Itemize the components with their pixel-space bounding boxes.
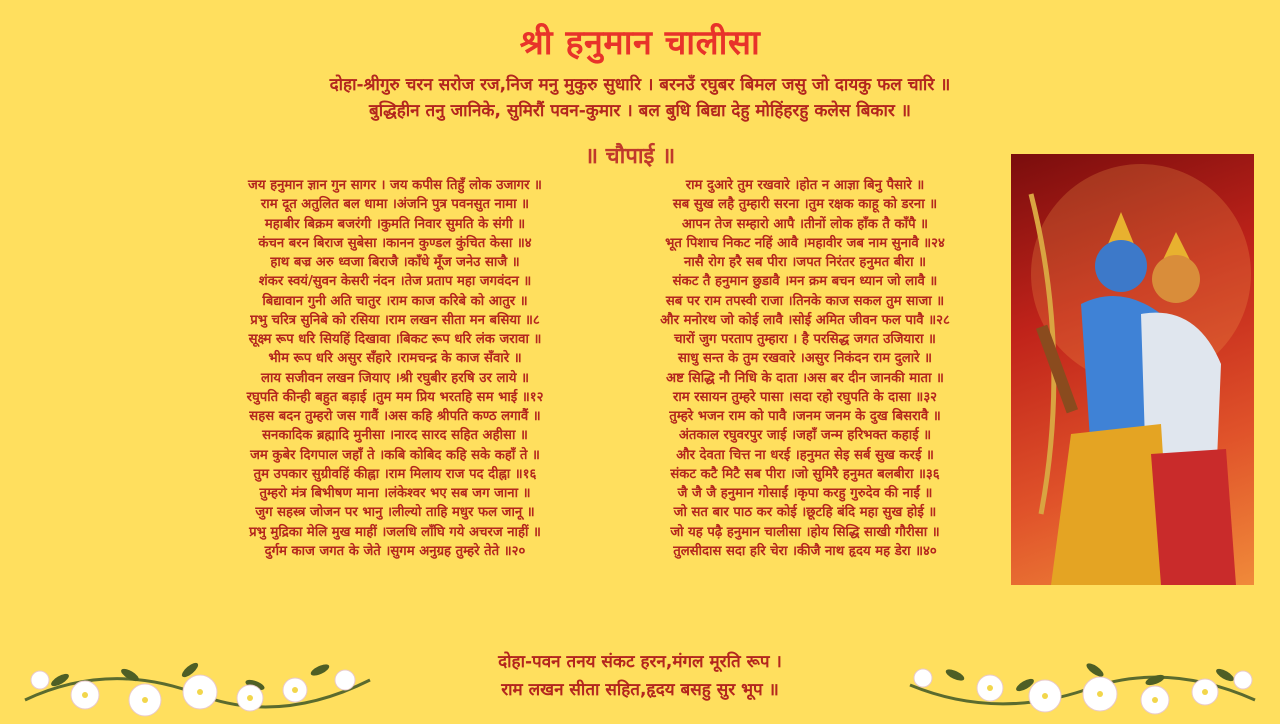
verse-line: जै जै जै हनुमान गोसाईं ।कृपा करहु गुरुदेव की नाईं ॥ xyxy=(677,486,933,501)
verse-line: संकट कटै मिटै सब पीरा ।जो सुमिरै हनुमत बलबीरा ॥३६ xyxy=(670,466,940,482)
closing-doha xyxy=(380,648,900,704)
verse-line: नासै रोग हरै सब पीरा ।जपत निरंतर हनुमत बीरा ॥ xyxy=(684,255,926,270)
verse-line: जम कुबेर दिगपाल जहाँ ते ।कबि कोबिद कहि सके कहाँ ते ॥ xyxy=(250,447,540,463)
verse-line: लाय सजीवन लखन जियाए ।श्री रघुबीर हरषि उर लाये ॥ xyxy=(261,370,529,386)
verse-line: रघुपति कीन्ही बहुत बड़ाई ।तुम मम प्रिय भरतहि सम भाई ॥१२ xyxy=(246,389,544,405)
verse-line: शंकर स्वयं/सुवन केसरी नंदन ।तेज प्रताप महा जगवंदन ॥ xyxy=(258,274,532,290)
verse-line: और देवता चित्त ना धरई ।हनुमत सेइ सर्ब सुख करई ॥ xyxy=(676,447,934,463)
opening-doha-line-1: दोहा-श्रीगुरु चरन सरोज रज,निज मनु मुकुरु सुधारि । बरनउँ रघुबर बिमल जसु जो दायकु फल चारि ॥ xyxy=(329,75,951,95)
verses-left-column xyxy=(180,176,610,561)
opening-doha-line-2: बुद्धिहीन तनु जानिके, सुमिरौं पवन-कुमार । बल बुधि बिद्या देहु मोहिंहरहु कलेस बिकार ॥ xyxy=(369,101,911,121)
verse-line: प्रभु मुद्रिका मेलि मुख माहीं ।जलधि लाँघि गये अचरज नाहीं ॥ xyxy=(249,524,541,540)
verse-line: साधु सन्त के तुम रखवारे ।असुर निकंदन राम दुलारे ॥ xyxy=(677,351,933,367)
verse-line: राम रसायन तुम्हरे पासा ।सदा रहो रघुपति के दासा ॥३२ xyxy=(672,389,938,405)
verse-line: सहस बदन तुम्हरो जस गावैं ।अस कहि श्रीपति कण्ठ लगावैं ॥ xyxy=(249,409,541,424)
verse-line: जो यह पढ़ै हनुमान चालीसा ।होय सिद्धि साखी गौरीसा ॥ xyxy=(670,524,940,540)
verse-line: कंचन बरन बिराज सुबेसा ।कानन कुण्डल कुंचित केसा ॥४ xyxy=(258,235,532,251)
verse-line: तुम उपकार सुग्रीवहिं कीह्ना ।राम मिलाय राज पद दीह्ना ॥१६ xyxy=(253,466,537,482)
closing-doha-line-2: राम लखन सीता सहित,हृदय बसहु सुर भूप ॥ xyxy=(501,680,779,700)
verse-line: जय हनुमान ज्ञान गुन सागर । जय कपीस तिहुँ लोक उजागर ॥ xyxy=(248,178,542,193)
verse-line: जो सत बार पाठ कर कोई ।छूटहि बंदि महा सुख होई ॥ xyxy=(673,505,937,521)
opening-doha xyxy=(0,72,1280,124)
closing-doha-line-1: दोहा-पवन तनय संकट हरन,मंगल मूरति रूप । xyxy=(498,652,782,672)
verse-line: आपन तेज सम्हारो आपै ।तीनों लोक हाँक तै काँपै ॥ xyxy=(681,216,929,232)
flower-garland-right xyxy=(905,640,1260,720)
verse-line: महाबीर बिक्रम बजरंगी ।कुमति निवार सुमति के संगी ॥ xyxy=(264,216,526,232)
ram-hanuman-picture xyxy=(1011,154,1254,585)
verse-line: राम दुआरे तुम रखवारे ।होत न आज्ञा बिनु पैसारे ॥ xyxy=(685,178,925,193)
verse-line: तुम्हरे भजन राम को पावै ।जनम जनम के दुख बिसरावै ॥ xyxy=(669,409,941,424)
page-title: श्री हनुमान चालीसा xyxy=(519,23,761,63)
verse-line: हाथ बज्र अरु ध्वजा बिराजै ।काँधे मूँज जनेउ साजै ॥ xyxy=(270,255,520,270)
verse-line: भीम रूप धरि असुर सँहारे ।रामचन्द्र के काज सँवारे ॥ xyxy=(268,351,522,367)
verse-line: अष्ट सिद्धि नौ निधि के दाता ।अस बर दीन जानकी माता ॥ xyxy=(666,370,944,386)
verse-line: सूक्ष्म रूप धरि सियहिं दिखावा ।बिकट रूप धरि लंक जरावा ॥ xyxy=(248,332,542,347)
verse-line: सनकादिक ब्रह्मादि मुनीसा ।नारद सारद सहित अहीसा ॥ xyxy=(262,428,528,444)
verse-line: जुग सहस्त्र जोजन पर भानु ।लील्यो ताहि मधुर फल जानू ॥ xyxy=(255,505,535,521)
verse-line: तुम्हरो मंत्र बिभीषण माना ।लंकेश्वर भए सब जग जाना ॥ xyxy=(259,486,531,501)
verse-line: सब पर राम तपस्वी राजा ।तिनके काज सकल तुम साजा ॥ xyxy=(665,293,945,309)
verse-line: तुलसीदास सदा हरि चेरा ।कीजै नाथ हृदय मह डेरा ॥४० xyxy=(673,543,937,559)
verse-line: सब सुख लहै तुम्हारी सरना ।तुम रक्षक काहू को डरना ॥ xyxy=(672,197,938,213)
verse-line: प्रभु चरित्र सुनिबे को रसिया ।राम लखन सीता मन बसिया ॥८ xyxy=(250,312,540,328)
verse-line: अंतकाल रघुवरपुर जाई ।जहाँ जन्म हरिभक्त कहाई ॥ xyxy=(678,428,932,444)
verse-line: और मनोरथ जो कोई लावै ।सोई अमित जीवन फल पावै ॥२८ xyxy=(660,312,950,328)
verse-line: संकट तै हनुमान छुडावै ।मन क्रम बचन ध्यान जो लावै ॥ xyxy=(672,274,938,290)
chaupai-heading: ॥ चौपाई ॥ xyxy=(584,144,676,169)
verse-line: बिद्यावान गुनी अति चातुर ।राम काज करिबे को आतुर ॥ xyxy=(262,293,528,309)
verse-line: दुर्गम काज जगत के जेते ।सुगम अनुग्रह तुम्हरे तेते ॥२० xyxy=(264,543,526,559)
verse-line: राम दूत अतुलित बल धामा ।अंजनि पुत्र पवनसुत नामा ॥ xyxy=(260,197,530,213)
verse-line: चारों जुग परताप तुम्हारा । है परसिद्ध जगत उजियारा ॥ xyxy=(674,332,936,347)
flower-garland-left xyxy=(20,640,375,720)
verse-line: भूत पिशाच निकट नहिं आवै ।महावीर जब नाम सुनावै ॥२४ xyxy=(665,235,945,251)
verses-right-column xyxy=(605,176,1005,561)
